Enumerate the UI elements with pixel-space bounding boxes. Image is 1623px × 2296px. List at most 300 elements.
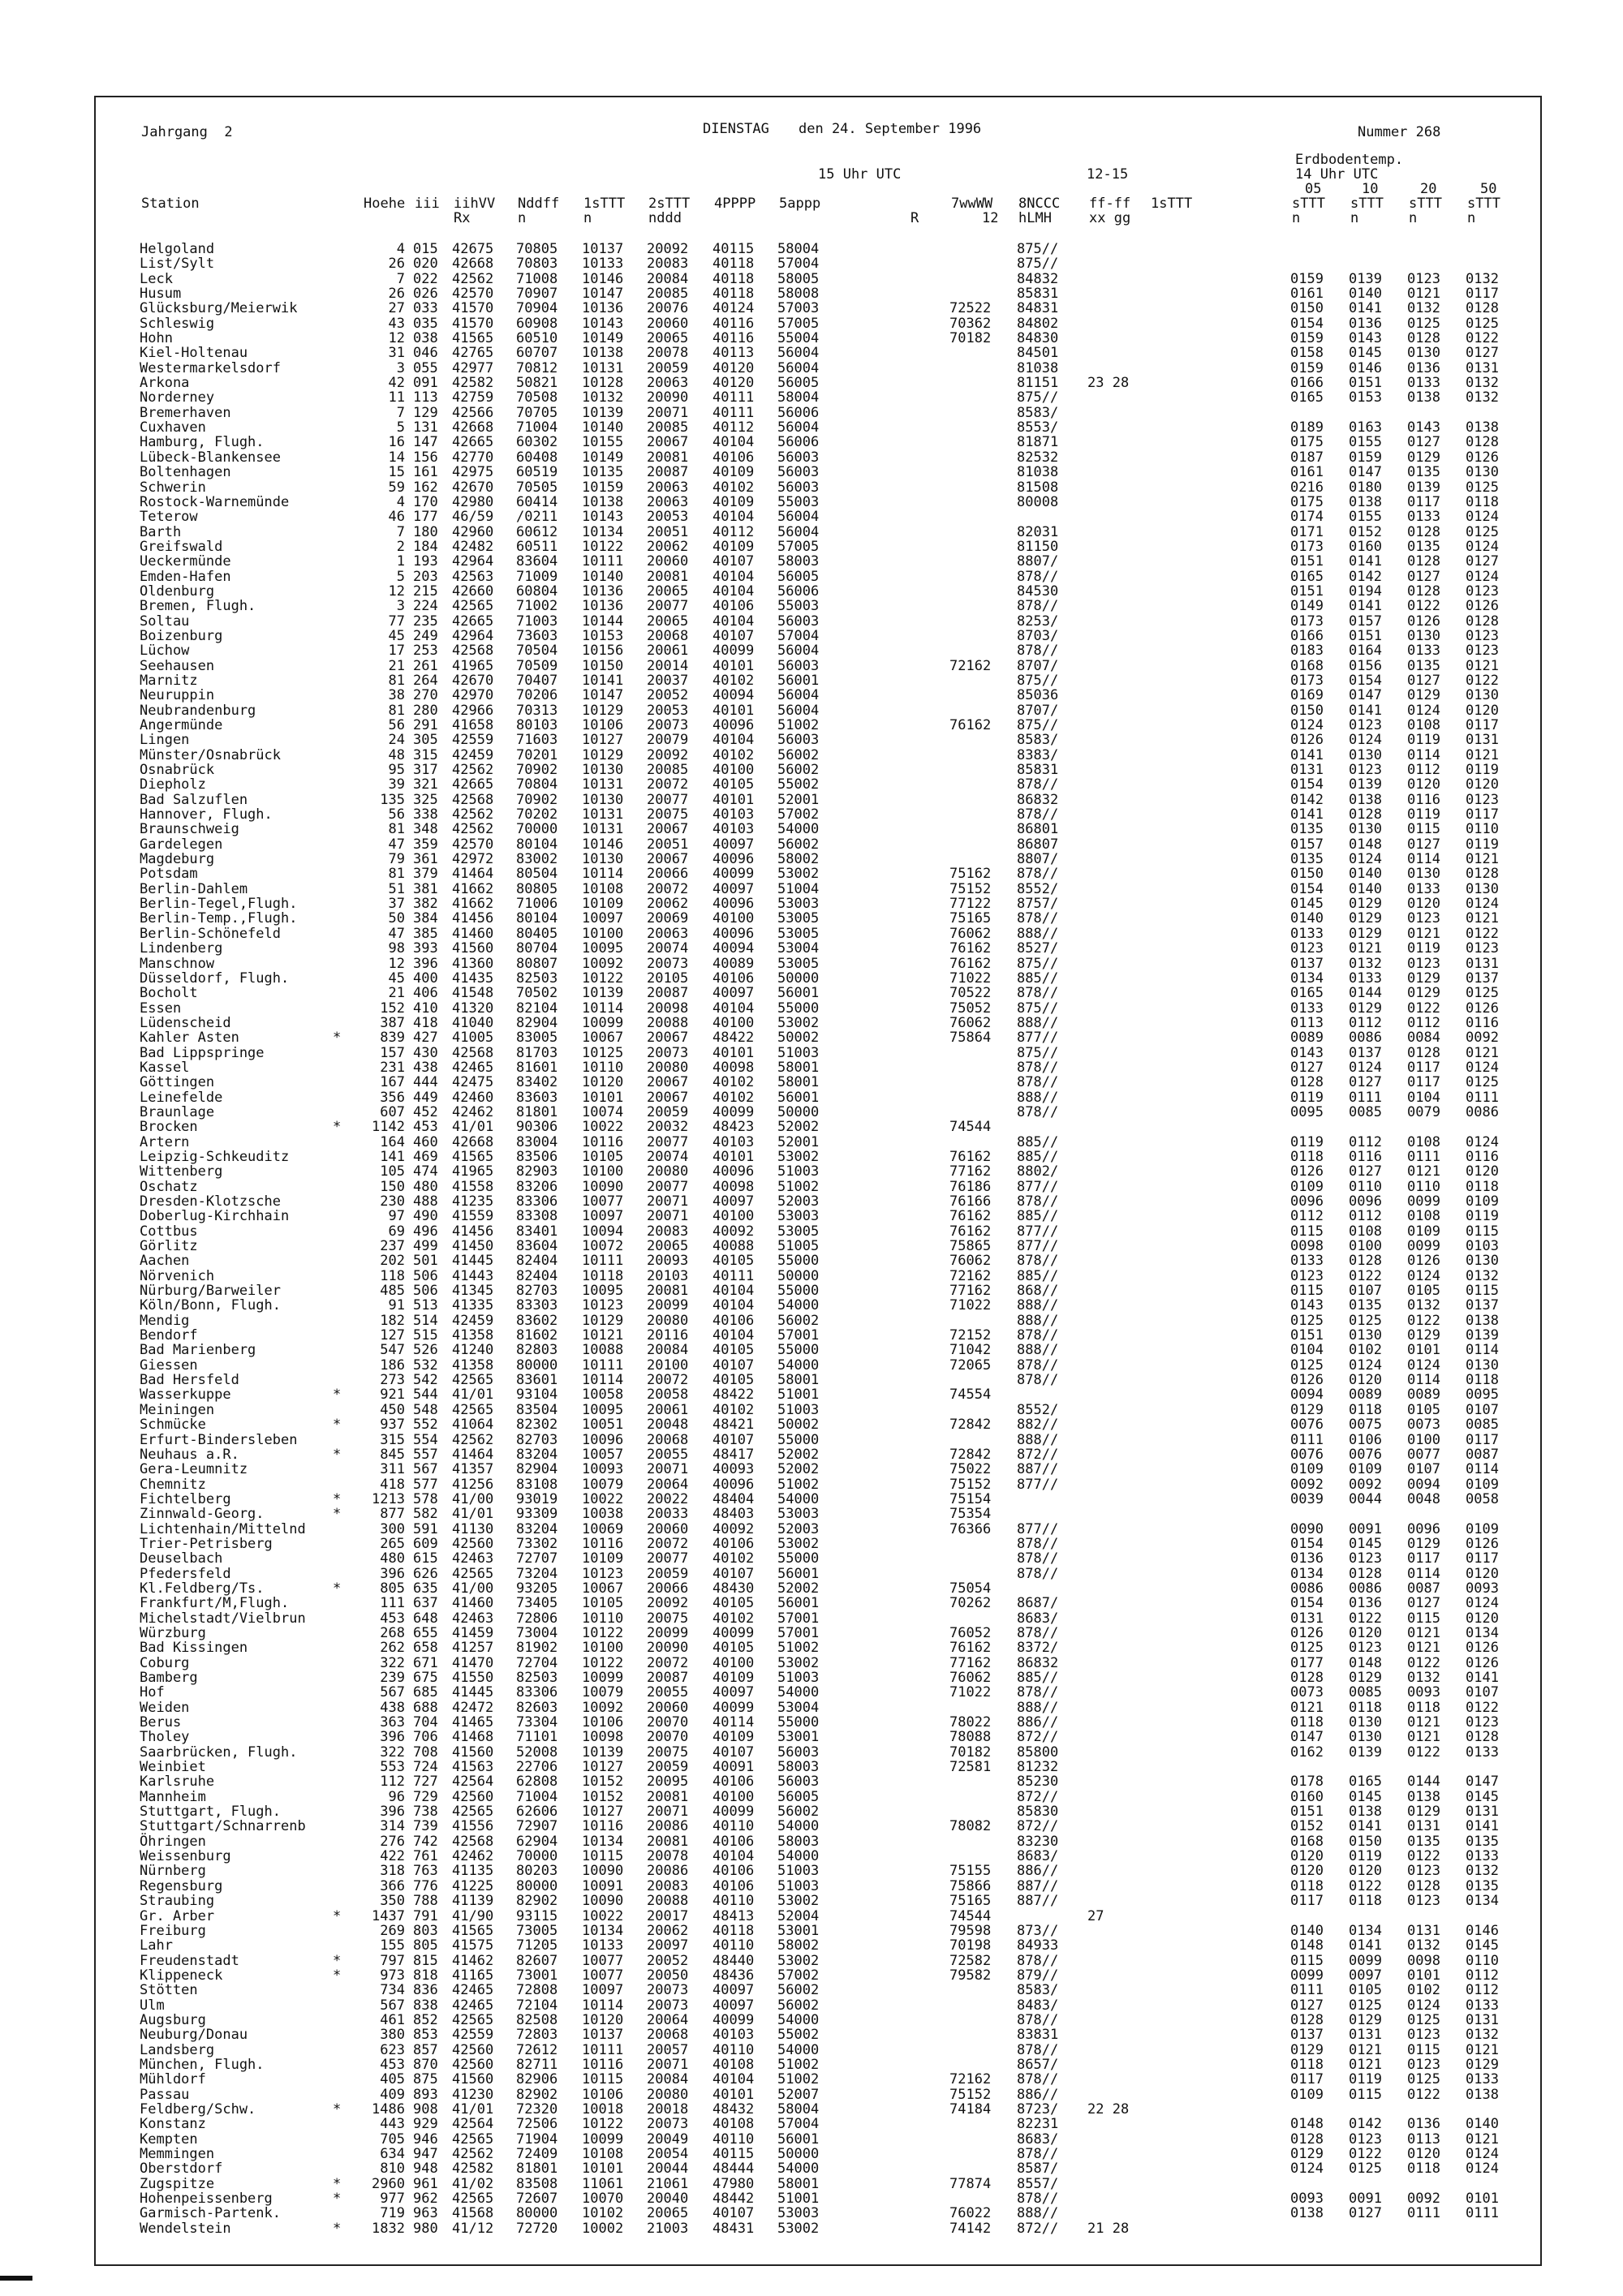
temp-1sttt: 10129: [582, 746, 624, 763]
soil-temp-05: 0143: [1290, 1297, 1324, 1314]
soil-temp-10: 0121: [1349, 940, 1382, 957]
soil-temp-20: 0124: [1407, 1267, 1440, 1284]
table-row: [0, 1001, 1623, 1016]
soil-temp-10: 0129: [1349, 910, 1382, 927]
temp-2sttt: 20053: [647, 702, 689, 719]
station-id: 490: [413, 1208, 438, 1225]
station-name: Zugspitze: [140, 2175, 215, 2192]
station-id: 315: [413, 746, 438, 763]
temp-1sttt: 10108: [582, 880, 624, 897]
station-id: 129: [413, 404, 438, 421]
cloud-8nccc: 875//: [1017, 672, 1059, 689]
iihvv-value: 42568: [452, 1044, 494, 1061]
soil-temp-50: 0117: [1466, 286, 1499, 303]
tendency-5appp: 56003: [777, 1774, 820, 1791]
tendency-5appp: 58005: [777, 270, 820, 287]
nddff-value: 80504: [516, 866, 558, 883]
pressure-4pppp: 40110: [712, 2041, 755, 2058]
soil-temp-10: 0112: [1349, 1014, 1382, 1031]
station-height: 7: [396, 404, 405, 421]
tendency-5appp: 56001: [777, 1565, 820, 1582]
tendency-5appp: 51002: [777, 1178, 820, 1195]
soil-temp-50: 0129: [1466, 2056, 1499, 2073]
station-height: 877: [380, 1506, 405, 1523]
nddff-value: 83002: [516, 851, 558, 868]
cloud-8nccc: 83230: [1017, 1833, 1059, 1850]
station-name: Hof: [140, 1684, 165, 1701]
soil-temp-20: 0123: [1407, 1893, 1440, 1910]
temp-1sttt: 10155: [582, 434, 624, 451]
soil-temp-10: 0141: [1349, 598, 1382, 615]
soil-temp-20: 0128: [1407, 583, 1440, 600]
temp-1sttt: 10156: [582, 643, 624, 660]
temp-1sttt: 10100: [582, 1163, 624, 1180]
iihvv-value: 42964: [452, 627, 494, 644]
temp-2sttt: 20060: [647, 1520, 689, 1537]
temp-1sttt: 10098: [582, 1729, 624, 1746]
soil-temp-10: 0120: [1349, 1372, 1382, 1389]
cloud-8nccc: 878//: [1017, 643, 1059, 660]
soil-temp-20: 0126: [1407, 613, 1440, 630]
nddff-value: 81902: [516, 1640, 558, 1657]
station-name: Frankfurt/M,Flugh.: [140, 1595, 290, 1612]
table-row: [0, 1656, 1623, 1670]
iihvv-value: 42960: [452, 523, 494, 540]
station-name: Deuselbach: [140, 1550, 223, 1567]
soil-temp-20: 0122: [1407, 1848, 1440, 1865]
temp-1sttt: 10070: [582, 2191, 624, 2208]
nddff-value: 72409: [516, 2146, 558, 2162]
soil-temp-20: 0089: [1407, 1387, 1440, 1404]
temp-2sttt: 20084: [647, 270, 689, 287]
soil-temp-title: Erdbodentemp.: [1295, 152, 1404, 168]
station-height: 485: [380, 1283, 405, 1300]
station-id: 035: [413, 315, 438, 332]
soil-temp-20: 0121: [1407, 1714, 1440, 1731]
temp-2sttt: 21061: [647, 2175, 689, 2192]
station-name: Weissenburg: [140, 1848, 231, 1865]
station-name: Schwerin: [140, 479, 206, 496]
table-row: [0, 1105, 1623, 1120]
station-name: Bocholt: [140, 985, 198, 1002]
soil-temp-10: 0115: [1349, 2086, 1382, 2103]
pressure-4pppp: 48422: [712, 1030, 755, 1047]
weather-7wwww: 76162: [949, 1208, 992, 1225]
col-1sttt-max: 1sTTT: [1151, 196, 1193, 212]
soil-temp-05: 0150: [1290, 866, 1324, 883]
table-row: [0, 822, 1623, 836]
soil-temp-10: 0164: [1349, 643, 1382, 660]
station-name: Angermünde: [140, 717, 223, 733]
temp-1sttt: 10136: [582, 583, 624, 600]
cloud-8nccc: 84933: [1017, 1937, 1059, 1954]
nddff-value: 82906: [516, 2071, 558, 2088]
soil-temp-10: 0147: [1349, 687, 1382, 704]
iihvv-value: 42460: [452, 1089, 494, 1106]
station-height: 50: [388, 910, 405, 927]
soil-temp-50: 0086: [1466, 1103, 1499, 1120]
tendency-5appp: 56002: [777, 762, 820, 779]
iihvv-value: 41565: [452, 1922, 494, 1939]
temp-2sttt: 20067: [647, 1089, 689, 1106]
station-name: Stuttgart, Flugh.: [140, 1804, 281, 1821]
weather-7wwww: 75165: [949, 910, 992, 927]
pressure-4pppp: 40088: [712, 1238, 755, 1255]
station-height: 164: [380, 1133, 405, 1150]
station-name: Husum: [140, 286, 182, 303]
weather-7wwww: 75054: [949, 1580, 992, 1597]
table-row: [0, 1968, 1623, 1983]
station-height: 7: [396, 523, 405, 540]
soil-temp-50: 0121: [1466, 746, 1499, 763]
soil-temp-10: 0128: [1349, 806, 1382, 823]
nddff-value: 93115: [516, 1907, 558, 1924]
col-soil-05: sTTT: [1292, 196, 1325, 212]
soil-temp-50: 0128: [1466, 613, 1499, 630]
station-height: 237: [380, 1238, 405, 1255]
soil-temp-10: 0107: [1349, 1283, 1382, 1300]
pressure-4pppp: 40103: [712, 806, 755, 823]
col-nddff: Nddff: [518, 196, 560, 212]
soil-temp-10: 0140: [1349, 880, 1382, 897]
nddff-value: 82404: [516, 1253, 558, 1270]
temp-2sttt: 20059: [647, 359, 689, 376]
nddff-value: 73405: [516, 1595, 558, 1612]
pressure-4pppp: 40112: [712, 419, 755, 436]
col-soil-20: sTTT: [1409, 196, 1442, 212]
temp-1sttt: 10139: [582, 404, 624, 421]
temp-2sttt: 20068: [647, 2027, 689, 2044]
iihvv-value: 41/12: [452, 2220, 494, 2237]
soil-temp-10: 0145: [1349, 345, 1382, 362]
soil-temp-50: 0107: [1466, 1401, 1499, 1418]
temp-2sttt: 20077: [647, 1133, 689, 1150]
weather-7wwww: 75162: [949, 866, 992, 883]
station-id: 400: [413, 970, 438, 987]
soil-temp-05: 0133: [1290, 925, 1324, 942]
soil-temp-20: 0048: [1407, 1490, 1440, 1507]
soil-temp-05: 0129: [1290, 1401, 1324, 1418]
station-height: 77: [388, 613, 405, 630]
station-height: 322: [380, 1654, 405, 1671]
pressure-4pppp: 40106: [712, 598, 755, 615]
cloud-8nccc: 85800: [1017, 1743, 1059, 1761]
soil-temp-20: 0122: [1407, 598, 1440, 615]
soil-temp-50: 0123: [1466, 583, 1499, 600]
tendency-5appp: 57005: [777, 538, 820, 555]
pressure-4pppp: 40096: [712, 896, 755, 913]
nddff-value: 72506: [516, 2116, 558, 2133]
station-id: 506: [413, 1283, 438, 1300]
soil-temp-50: 0141: [1466, 1670, 1499, 1686]
nddff-value: 81801: [516, 1103, 558, 1120]
pressure-4pppp: 40109: [712, 1670, 755, 1686]
station-id: 215: [413, 583, 438, 600]
station-id: 022: [413, 270, 438, 287]
weather-7wwww: 74544: [949, 1907, 992, 1924]
iihvv-value: 41470: [452, 1654, 494, 1671]
station-height: 268: [380, 1624, 405, 1641]
col-soil-10-sub: n: [1350, 210, 1359, 226]
station-id: 857: [413, 2041, 438, 2058]
iihvv-value: 42970: [452, 687, 494, 704]
station-id: 496: [413, 1223, 438, 1240]
station-height: 977: [380, 2191, 405, 2208]
soil-temp-05: 0128: [1290, 1074, 1324, 1091]
soil-temp-05: 0119: [1290, 1089, 1324, 1106]
table-row: [0, 1120, 1623, 1134]
station-height: 810: [380, 2161, 405, 2178]
pressure-4pppp: 40107: [712, 1565, 755, 1582]
soil-temp-50: 0130: [1466, 464, 1499, 481]
weather-7wwww: 76052: [949, 1624, 992, 1641]
temp-2sttt: 20090: [647, 1640, 689, 1657]
table-row: [0, 703, 1623, 718]
nddff-value: 82711: [516, 2056, 558, 2073]
pressure-4pppp: 40094: [712, 940, 755, 957]
station-name: Freiburg: [140, 1922, 206, 1939]
cloud-8nccc: 878//: [1017, 1535, 1059, 1552]
station-name: Lahr: [140, 1937, 173, 1954]
soil-temp-10: 0096: [1349, 1193, 1382, 1210]
table-row: [0, 1715, 1623, 1730]
station-height: 705: [380, 2130, 405, 2148]
soil-temp-50: 0122: [1466, 925, 1499, 942]
soil-temp-10: 0123: [1349, 762, 1382, 779]
soil-temp-05: 0123: [1290, 1267, 1324, 1284]
table-row: [0, 301, 1623, 316]
tendency-5appp: 53002: [777, 1952, 820, 1969]
pressure-4pppp: 40104: [712, 2071, 755, 2088]
cloud-8nccc: 885//: [1017, 1133, 1059, 1150]
nddff-value: 71101: [516, 1729, 558, 1746]
tendency-5appp: 57004: [777, 256, 820, 273]
station-id: 385: [413, 925, 438, 942]
soil-temp-05: 0133: [1290, 1253, 1324, 1270]
station-name: Coburg: [140, 1654, 190, 1671]
table-row: [0, 316, 1623, 331]
soil-temp-05: 0148: [1290, 2116, 1324, 2133]
nddff-value: 82903: [516, 1163, 558, 1180]
station-name: Garmisch-Partenk.: [140, 2205, 281, 2222]
temp-1sttt: 10111: [582, 553, 624, 570]
soil-temp-50: 0138: [1466, 2086, 1499, 2103]
soil-temp-50: 0120: [1466, 702, 1499, 719]
table-row: [0, 1433, 1623, 1447]
station-id: 729: [413, 1788, 438, 1805]
temp-1sttt: 10077: [582, 1952, 624, 1969]
station-id: 963: [413, 2205, 438, 2222]
nddff-value: 60414: [516, 493, 558, 510]
soil-temp-20: 0119: [1407, 940, 1440, 957]
station-name: Klippeneck: [140, 1967, 223, 1984]
station-id: 742: [413, 1833, 438, 1850]
soil-temp-20: 0123: [1407, 910, 1440, 927]
pressure-4pppp: 40100: [712, 1788, 755, 1805]
pressure-4pppp: 40109: [712, 1729, 755, 1746]
soil-temp-05: 0154: [1290, 880, 1324, 897]
cloud-8nccc: 887//: [1017, 1461, 1059, 1478]
station-name: Neuhaus a.R.: [140, 1446, 239, 1463]
soil-temp-05: 0131: [1290, 762, 1324, 779]
tendency-5appp: 56003: [777, 449, 820, 466]
tendency-5appp: 54000: [777, 2161, 820, 2178]
weather-7wwww: 76162: [949, 940, 992, 957]
station-height: 453: [380, 2056, 405, 2073]
weather-7wwww: 72842: [949, 1446, 992, 1463]
station-height: 1213: [372, 1490, 405, 1507]
station-id: 338: [413, 806, 438, 823]
iihvv-value: 41230: [452, 2086, 494, 2103]
tendency-5appp: 52003: [777, 1193, 820, 1210]
soil-temp-05: 0118: [1290, 2056, 1324, 2073]
station-id: 382: [413, 896, 438, 913]
station-height: 202: [380, 1253, 405, 1270]
soil-temp-05: 0175: [1290, 493, 1324, 510]
station-height: 42: [388, 375, 405, 392]
pressure-4pppp: 48442: [712, 2191, 755, 2208]
cloud-8nccc: 877//: [1017, 1178, 1059, 1195]
cloud-8nccc: 86832: [1017, 1654, 1059, 1671]
iihvv-value: 41464: [452, 866, 494, 883]
table-row: [0, 1864, 1623, 1878]
temp-2sttt: 20072: [647, 776, 689, 793]
soil-temp-05: 0121: [1290, 1699, 1324, 1716]
soil-temp-20: 0118: [1407, 2161, 1440, 2178]
soil-temp-50: 0103: [1466, 1238, 1499, 1255]
col-7wwww-sub: 12: [982, 210, 999, 226]
nddff-value: 80704: [516, 940, 558, 957]
soil-temp-20: 0127: [1407, 568, 1440, 585]
nddff-value: 83306: [516, 1193, 558, 1210]
nddff-value: 73304: [516, 1714, 558, 1731]
temp-2sttt: 20092: [647, 1595, 689, 1612]
tendency-5appp: 54000: [777, 1848, 820, 1865]
soil-temp-10: 0121: [1349, 2056, 1382, 2073]
soil-temp-10: 0137: [1349, 1044, 1382, 1061]
soil-temp-50: 0058: [1466, 1490, 1499, 1507]
temp-2sttt: 20066: [647, 1580, 689, 1597]
cloud-8nccc: 878//: [1017, 2041, 1059, 2058]
soil-temp-20: 0096: [1407, 1520, 1440, 1537]
soil-temp-20: 0100: [1407, 1431, 1440, 1448]
station-height: 182: [380, 1312, 405, 1329]
pressure-4pppp: 40100: [712, 1208, 755, 1225]
soil-temp-05: 0189: [1290, 419, 1324, 436]
station-name: Berlin-Temp.,Flugh.: [140, 910, 298, 927]
col-station: Station: [141, 196, 200, 212]
pressure-4pppp: 40110: [712, 2130, 755, 2148]
weather-7wwww: 72582: [949, 1952, 992, 1969]
soil-temp-20: 0130: [1407, 866, 1440, 883]
weather-7wwww: 74142: [949, 2220, 992, 2237]
soil-temp-05: 0127: [1290, 1059, 1324, 1076]
station-name: Lübeck-Blankensee: [140, 449, 281, 466]
tendency-5appp: 56002: [777, 1982, 820, 1999]
temp-1sttt: 10149: [582, 330, 624, 347]
station-height: 262: [380, 1640, 405, 1657]
soil-temp-20: 0118: [1407, 1699, 1440, 1716]
soil-temp-50: 0114: [1466, 1461, 1499, 1478]
iihvv-value: 41256: [452, 1476, 494, 1493]
pressure-4pppp: 40096: [712, 1476, 755, 1493]
soil-temp-20: 0124: [1407, 702, 1440, 719]
station-id: 488: [413, 1193, 438, 1210]
col-iihvv-sub: Rx: [454, 210, 471, 226]
table-row: [0, 554, 1623, 569]
iihvv-value: 41460: [452, 925, 494, 942]
temp-2sttt: 20080: [647, 2086, 689, 2103]
pressure-4pppp: 40108: [712, 2116, 755, 2133]
iihvv-value: 42563: [452, 568, 494, 585]
depth-20: 20: [1420, 181, 1437, 197]
station-name: Öhringen: [140, 1833, 206, 1850]
weather-7wwww: 76366: [949, 1520, 992, 1537]
soil-temp-20: 0127: [1407, 836, 1440, 853]
mountain-marker: *: [333, 1030, 342, 1047]
temp-2sttt: 20067: [647, 821, 689, 838]
nddff-value: 62606: [516, 1804, 558, 1821]
temp-1sttt: 10143: [582, 315, 624, 332]
soil-temp-10: 0129: [1349, 925, 1382, 942]
iihvv-value: 41358: [452, 1327, 494, 1344]
cloud-8nccc: 888//: [1017, 1297, 1059, 1314]
nddff-value: 73004: [516, 1624, 558, 1641]
station-height: 396: [380, 1565, 405, 1582]
station-name: Emden-Hafen: [140, 568, 231, 585]
cloud-8nccc: 877//: [1017, 1476, 1059, 1493]
cloud-8nccc: 877//: [1017, 1520, 1059, 1537]
temp-1sttt: 10079: [582, 1684, 624, 1701]
soil-temp-20: 0073: [1407, 1417, 1440, 1434]
table-row: [0, 986, 1623, 1000]
soil-temp-20: 0135: [1407, 1833, 1440, 1850]
temp-1sttt: 10134: [582, 1922, 624, 1939]
temp-2sttt: 20081: [647, 1833, 689, 1850]
station-id: 452: [413, 1103, 438, 1120]
soil-temp-50: 0127: [1466, 553, 1499, 570]
pressure-4pppp: 40106: [712, 1774, 755, 1791]
soil-temp-20: 0108: [1407, 717, 1440, 733]
temp-2sttt: 20075: [647, 806, 689, 823]
iihvv-value: 42966: [452, 702, 494, 719]
station-height: 239: [380, 1670, 405, 1686]
cloud-8nccc: 8583/: [1017, 732, 1059, 749]
tendency-5appp: 53002: [777, 866, 820, 883]
temp-1sttt: 10129: [582, 702, 624, 719]
soil-temp-20: 0093: [1407, 1684, 1440, 1701]
station-name: List/Sylt: [140, 256, 215, 273]
temp-1sttt: 10069: [582, 1520, 624, 1537]
temp-1sttt: 10136: [582, 598, 624, 615]
iihvv-value: 41/01: [452, 1506, 494, 1523]
pressure-4pppp: 48404: [712, 1490, 755, 1507]
pressure-4pppp: 40114: [712, 1714, 755, 1731]
station-name: Meiningen: [140, 1401, 215, 1418]
soil-temp-10: 0139: [1349, 270, 1382, 287]
soil-temp-50: 0110: [1466, 821, 1499, 838]
cloud-8nccc: 878//: [1017, 598, 1059, 615]
station-id: 020: [413, 256, 438, 273]
soil-temp-20: 0104: [1407, 1089, 1440, 1106]
station-name: Oschatz: [140, 1178, 198, 1195]
table-row: [0, 1239, 1623, 1253]
soil-temp-50: 0126: [1466, 1654, 1499, 1671]
cloud-8nccc: 8657/: [1017, 2056, 1059, 2073]
soil-temp-10: 0044: [1349, 1490, 1382, 1507]
temp-2sttt: 20065: [647, 2205, 689, 2222]
soil-temp-20: 0138: [1407, 389, 1440, 406]
